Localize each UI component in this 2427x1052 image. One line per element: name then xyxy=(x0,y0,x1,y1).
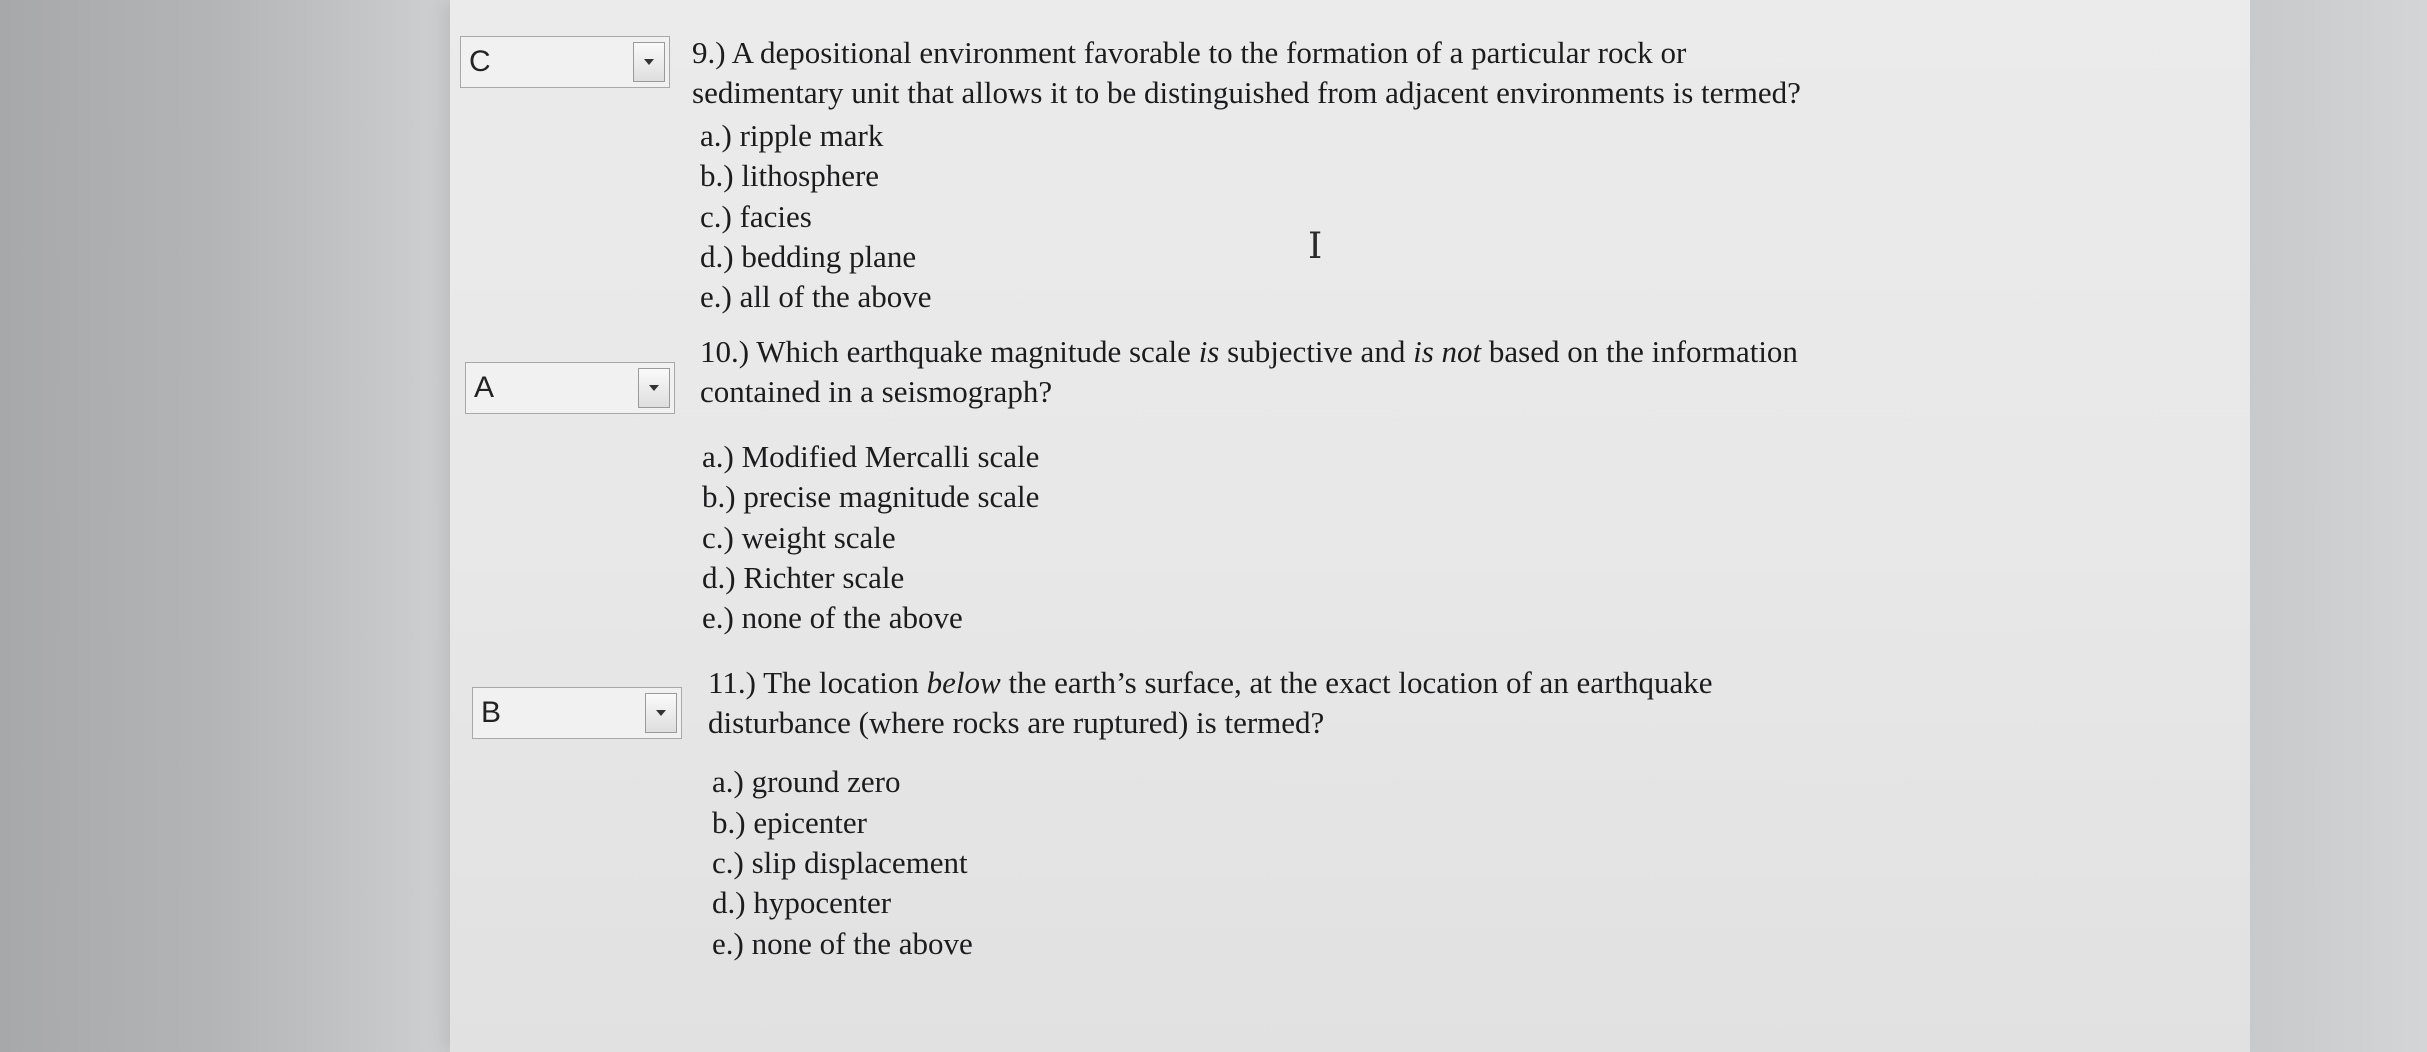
question-11-stem xyxy=(708,663,1713,743)
option-d: d.) Richter scale xyxy=(702,560,905,595)
option-a: a.) Modified Mercalli scale xyxy=(702,439,1040,474)
option-b: b.) epicenter xyxy=(712,805,867,840)
selected-answer: A xyxy=(474,371,495,404)
stem-emphasis: is xyxy=(1198,334,1220,369)
option-c: c.) slip displacement xyxy=(712,845,968,880)
answer-select-q11[interactable] xyxy=(472,687,682,739)
stem-text: the earth’s surface, at the exact location of an earthquake xyxy=(1000,665,1713,700)
option-c: c.) facies xyxy=(700,199,812,234)
option-a: a.) ground zero xyxy=(712,764,901,799)
option-b: b.) precise magnitude scale xyxy=(702,479,1040,514)
option-b: b.) lithosphere xyxy=(700,158,880,193)
option-e: e.) none of the above xyxy=(702,600,963,635)
chevron-down-icon[interactable] xyxy=(645,693,677,733)
option-d: d.) hypocenter xyxy=(712,885,892,920)
answer-select-q9[interactable] xyxy=(460,36,670,88)
stem-text: based on the information xyxy=(1481,334,1798,369)
option-e: e.) none of the above xyxy=(712,926,973,961)
option-c: c.) weight scale xyxy=(702,520,896,555)
option-a: a.) ripple mark xyxy=(700,118,884,153)
question-stem-line: sedimentary unit that allows it to be distinguished from adjacent environments is termed? xyxy=(692,75,1801,110)
question-stem-line: disturbance (where rocks are ruptured) is termed? xyxy=(708,705,1325,740)
selected-answer: B xyxy=(481,696,502,729)
stem-text: subjective and xyxy=(1219,334,1414,369)
chevron-down-icon[interactable] xyxy=(633,42,665,82)
stem-emphasis: below xyxy=(926,665,1001,700)
stem-text: 11.) The location xyxy=(708,665,927,700)
answer-select-q10[interactable] xyxy=(465,362,675,414)
question-stem-line: 9.) A depositional environment favorable to the formation of a particular rock or xyxy=(692,35,1687,70)
screen-edge xyxy=(2250,0,2427,1052)
question-stem-line xyxy=(708,663,1713,703)
question-10-stem xyxy=(700,332,1798,412)
option-e: e.) all of the above xyxy=(700,279,932,314)
question-9-stem xyxy=(692,33,1801,113)
chevron-down-icon[interactable] xyxy=(638,368,670,408)
selected-answer: C xyxy=(469,45,491,78)
stem-text: 10.) Which earthquake magnitude scale xyxy=(700,334,1199,369)
question-stem-line xyxy=(700,332,1798,372)
option-d: d.) bedding plane xyxy=(700,239,917,274)
text-cursor-icon: I xyxy=(1308,226,1323,267)
question-stem-line: contained in a seismograph? xyxy=(700,374,1053,409)
stem-emphasis: is not xyxy=(1413,334,1482,369)
